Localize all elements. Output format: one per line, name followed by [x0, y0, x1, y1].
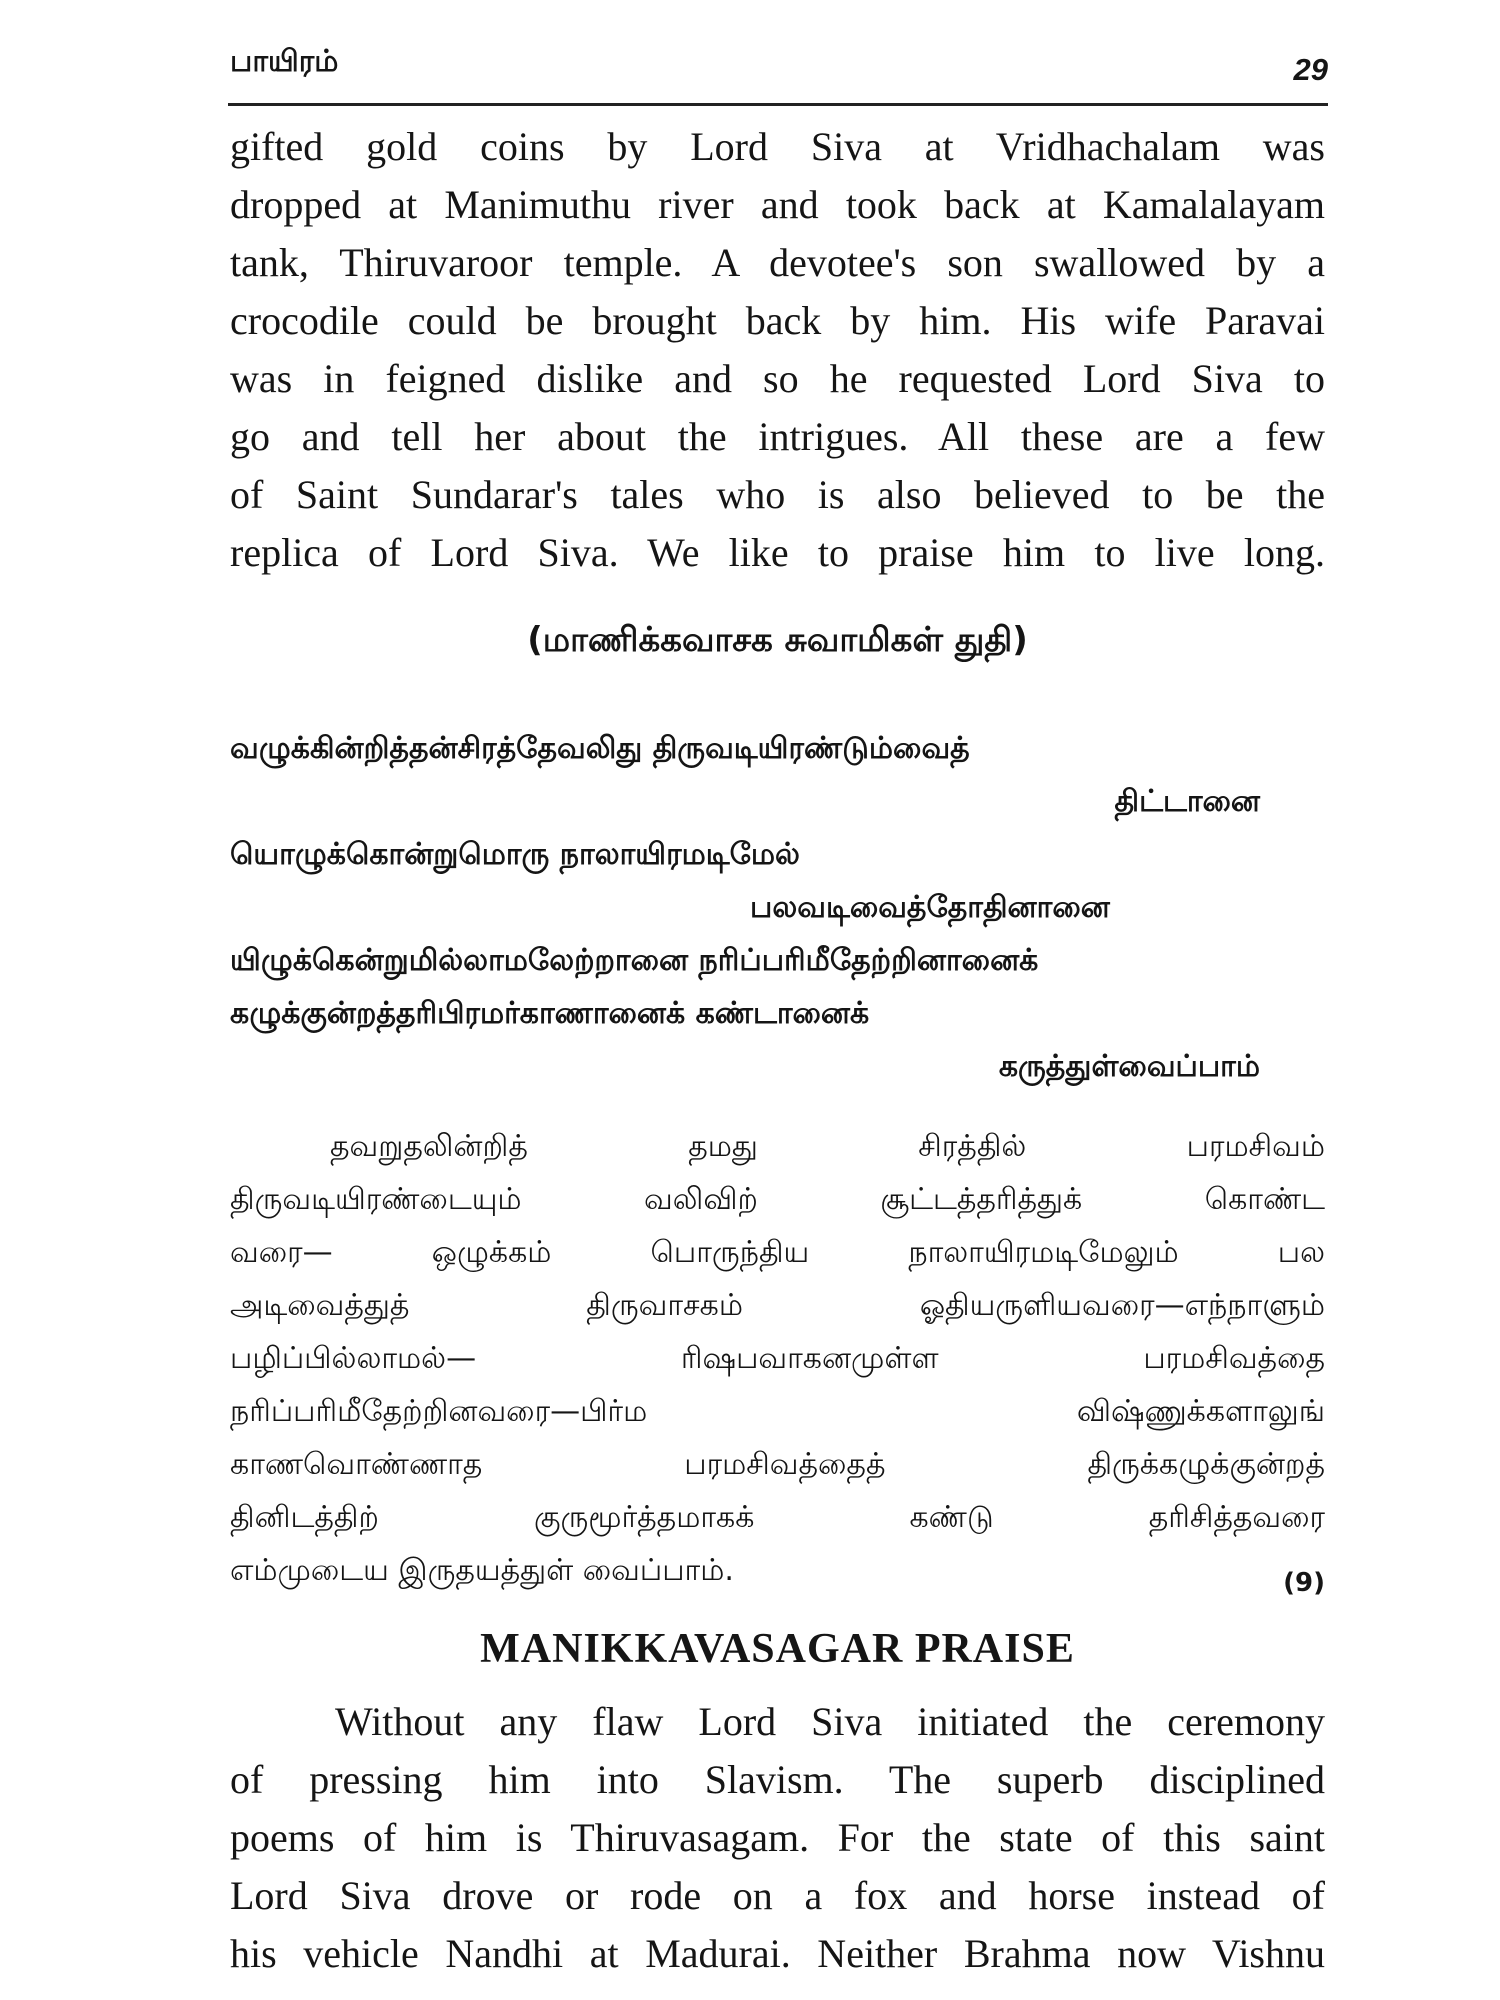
verse-line: பலவடிவைத்தோதினானை: [750, 890, 1110, 925]
paragraph-manikkavasagar: [230, 1693, 1325, 1983]
verse-number: (9): [1283, 1568, 1325, 1598]
text-line: was in feigned dislike and so he requested Lord Siva to: [230, 356, 1325, 401]
commentary-line: நரிப்பரிமீதேற்றினவரை—பிர்ம விஷ்ணுக்களாலுங்: [230, 1394, 1325, 1429]
commentary-line: தினிடத்திற் குருமூர்த்தமாகக் கண்டு தரிசித்தவரை: [230, 1500, 1325, 1535]
text-line: crocodile could be brought back by him. His wife Paravai: [230, 298, 1325, 343]
commentary-line: அடிவைத்துத் திருவாசகம் ஓதியருளியவரை—எந்நாளும்: [230, 1288, 1325, 1323]
text-line: of pressing him into Slavism. The superb disciplined: [230, 1757, 1325, 1802]
text-line: Lord Siva drove or rode on a fox and horse instead of: [230, 1873, 1325, 1918]
verse-line: வழுக்கின்றித்தன்சிரத்தேவலிது திருவடியிரண்டும்வைத்: [230, 731, 970, 766]
text-line: his vehicle Nandhi at Madurai. Neither Brahma now Vishnu: [230, 1931, 1325, 1976]
text-line: go and tell her about the intrigues. All these are a few: [230, 414, 1325, 459]
text-line: tank, Thiruvaroor temple. A devotee's son swallowed by a: [230, 240, 1325, 285]
commentary-line: வரை— ஒழுக்கம் பொருந்திய நாலாயிரமடிமேலும் பல: [230, 1235, 1325, 1270]
running-head: பாயிரம்: [230, 44, 339, 79]
verse-line: யிழுக்கென்றுமில்லாமலேற்றானை நரிப்பரிமீதேற்றினானைக்: [230, 943, 1039, 978]
text-line: of Saint Sundarar's tales who is also believed to be the: [230, 472, 1325, 517]
commentary-line: பழிப்பில்லாமல்— ரிஷபவாகனமுள்ள பரமசிவத்தை: [230, 1341, 1325, 1376]
header-rule: [228, 103, 1328, 106]
text-line: poems of him is Thiruvasagam. For the state of this saint: [230, 1815, 1325, 1860]
commentary-line: எம்முடைய இருதயத்துள் வைப்பாம்.: [230, 1553, 734, 1588]
verse-line: திட்டானை: [1114, 784, 1260, 819]
verse-line: கருத்துள்வைப்பாம்: [998, 1049, 1260, 1084]
text-line: Without any flaw Lord Siva initiated the ceremony: [335, 1699, 1325, 1744]
page-number: 29: [1293, 52, 1328, 87]
commentary-line: திருவடியிரண்டையும் வலிவிற் சூட்டத்தரித்துக் கொண்ட: [230, 1182, 1325, 1217]
tamil-verse-heading: (மாணிக்கவாசக சுவாமிகள் துதி): [527, 620, 1028, 660]
tamil-commentary: [230, 1120, 1325, 1597]
verse-line: கழுக்குன்றத்தரிபிரமர்காணானைக் கண்டானைக்: [230, 996, 870, 1031]
verse-line: யொழுக்கொன்றுமொரு நாலாயிரமடிமேல்: [230, 837, 800, 872]
tamil-verse: [230, 722, 1260, 1093]
text-line: gifted gold coins by Lord Siva at Vridhachalam was: [230, 124, 1325, 169]
section-heading: MANIKKAVASAGAR PRAISE: [480, 1626, 1075, 1672]
paragraph-sundarar: [230, 118, 1325, 582]
commentary-line: காணவொண்ணாத பரமசிவத்தைத் திருக்கழுக்குன்றத்: [230, 1447, 1325, 1482]
text-line: replica of Lord Siva. We like to praise him to live long.: [230, 530, 1325, 575]
commentary-line: தவறுதலின்றித் தமது சிரத்தில் பரமசிவம்: [330, 1129, 1325, 1164]
text-line: dropped at Manimuthu river and took back at Kamalalayam: [230, 182, 1325, 227]
